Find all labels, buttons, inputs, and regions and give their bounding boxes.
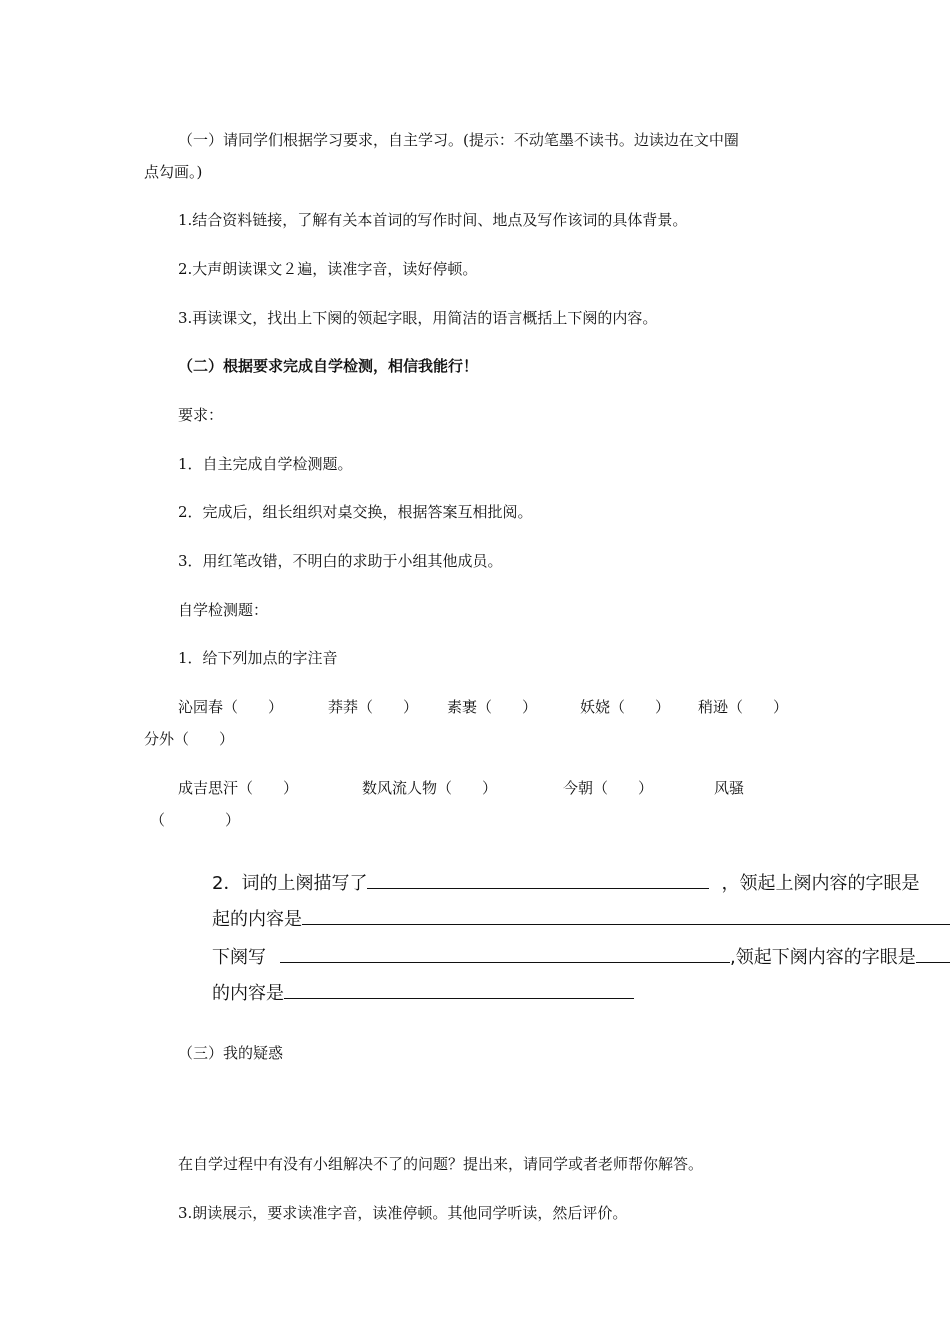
requirement-1: 1．自主完成自学检测题。 — [178, 455, 353, 473]
q2-line-1-tail: ，领起上阕内容的字眼是 — [721, 873, 920, 894]
pinyin-item: 成吉思汗（ ） — [178, 779, 299, 797]
part1-intro-line2: 点勾画。) — [144, 163, 203, 181]
fill-blank[interactable] — [284, 980, 634, 999]
q2-line-2-text: 起的内容是 — [212, 909, 302, 930]
q2-line-2 — [212, 906, 950, 932]
part3-question: 在自学过程中有没有小组解决不了的问题？提出来，请同学或者老师帮你解答。 — [178, 1155, 704, 1173]
part1-item-2: 2.大声朗读课文２遍，读准字音，读好停顿。 — [178, 260, 478, 278]
fill-blank[interactable] — [916, 944, 950, 963]
fill-blank[interactable] — [280, 944, 730, 963]
pinyin-item: 数风流人物（ ） — [362, 779, 498, 797]
reading-task: 3.朗读展示，要求读准字音，读准停顿。其他同学听读，然后评价。 — [178, 1204, 628, 1222]
pinyin-item: 风骚 — [714, 779, 745, 797]
q2-line-3-text: 下阕写 — [212, 947, 266, 968]
requirement-2: 2．完成后，组长组织对桌交换，根据答案互相批阅。 — [178, 503, 533, 521]
q2-line-1-text: 2．词的上阕描写了 — [212, 873, 368, 894]
pinyin-item: 素裹（ ） — [447, 698, 538, 716]
pinyin-item: 妖娆（ ） — [580, 698, 671, 716]
fill-blank[interactable] — [302, 906, 950, 925]
self-test-label: 自学检测题： — [178, 601, 269, 619]
requirements-label: 要求： — [178, 406, 224, 424]
part2-heading: （二）根据要求完成自学检测，相信我能行！ — [178, 357, 479, 375]
pinyin-item: 稍逊（ ） — [698, 698, 789, 716]
part1-item-1: 1.结合资料链接，了解有关本首词的写作时间、地点及写作该词的具体背景。 — [178, 211, 688, 229]
part1-intro-line1: （一）请同学们根据学习要求，自主学习。(提示：不动笔墨不读书。边读边在文中圈 — [178, 131, 739, 149]
question-2-block — [212, 870, 950, 1010]
part3-heading: （三）我的疑惑 — [178, 1044, 284, 1062]
q2-line-3 — [212, 944, 950, 970]
pinyin-item: 今朝（ ） — [563, 779, 654, 797]
pinyin-item: 分外（ ） — [144, 730, 235, 748]
q2-line-4 — [212, 980, 634, 1006]
pinyin-item: 莽莽（ ） — [328, 698, 419, 716]
question-1: 1．给下列加点的字注音 — [178, 649, 338, 667]
requirement-3: 3．用红笔改错，不明白的求助于小组其他成员。 — [178, 552, 503, 570]
pinyin-item: 沁园春（ ） — [178, 698, 284, 716]
fill-blank[interactable] — [367, 870, 709, 889]
pinyin-item: （ ） — [150, 811, 241, 829]
q2-line-3-tail: ,领起下阕内容的字眼是 — [730, 947, 916, 968]
q2-line-1 — [212, 870, 919, 896]
q2-line-4-text: 的内容是 — [212, 983, 284, 1004]
part1-item-3: 3.再读课文，找出上下阕的领起字眼，用简洁的语言概括上下阕的内容。 — [178, 309, 658, 327]
